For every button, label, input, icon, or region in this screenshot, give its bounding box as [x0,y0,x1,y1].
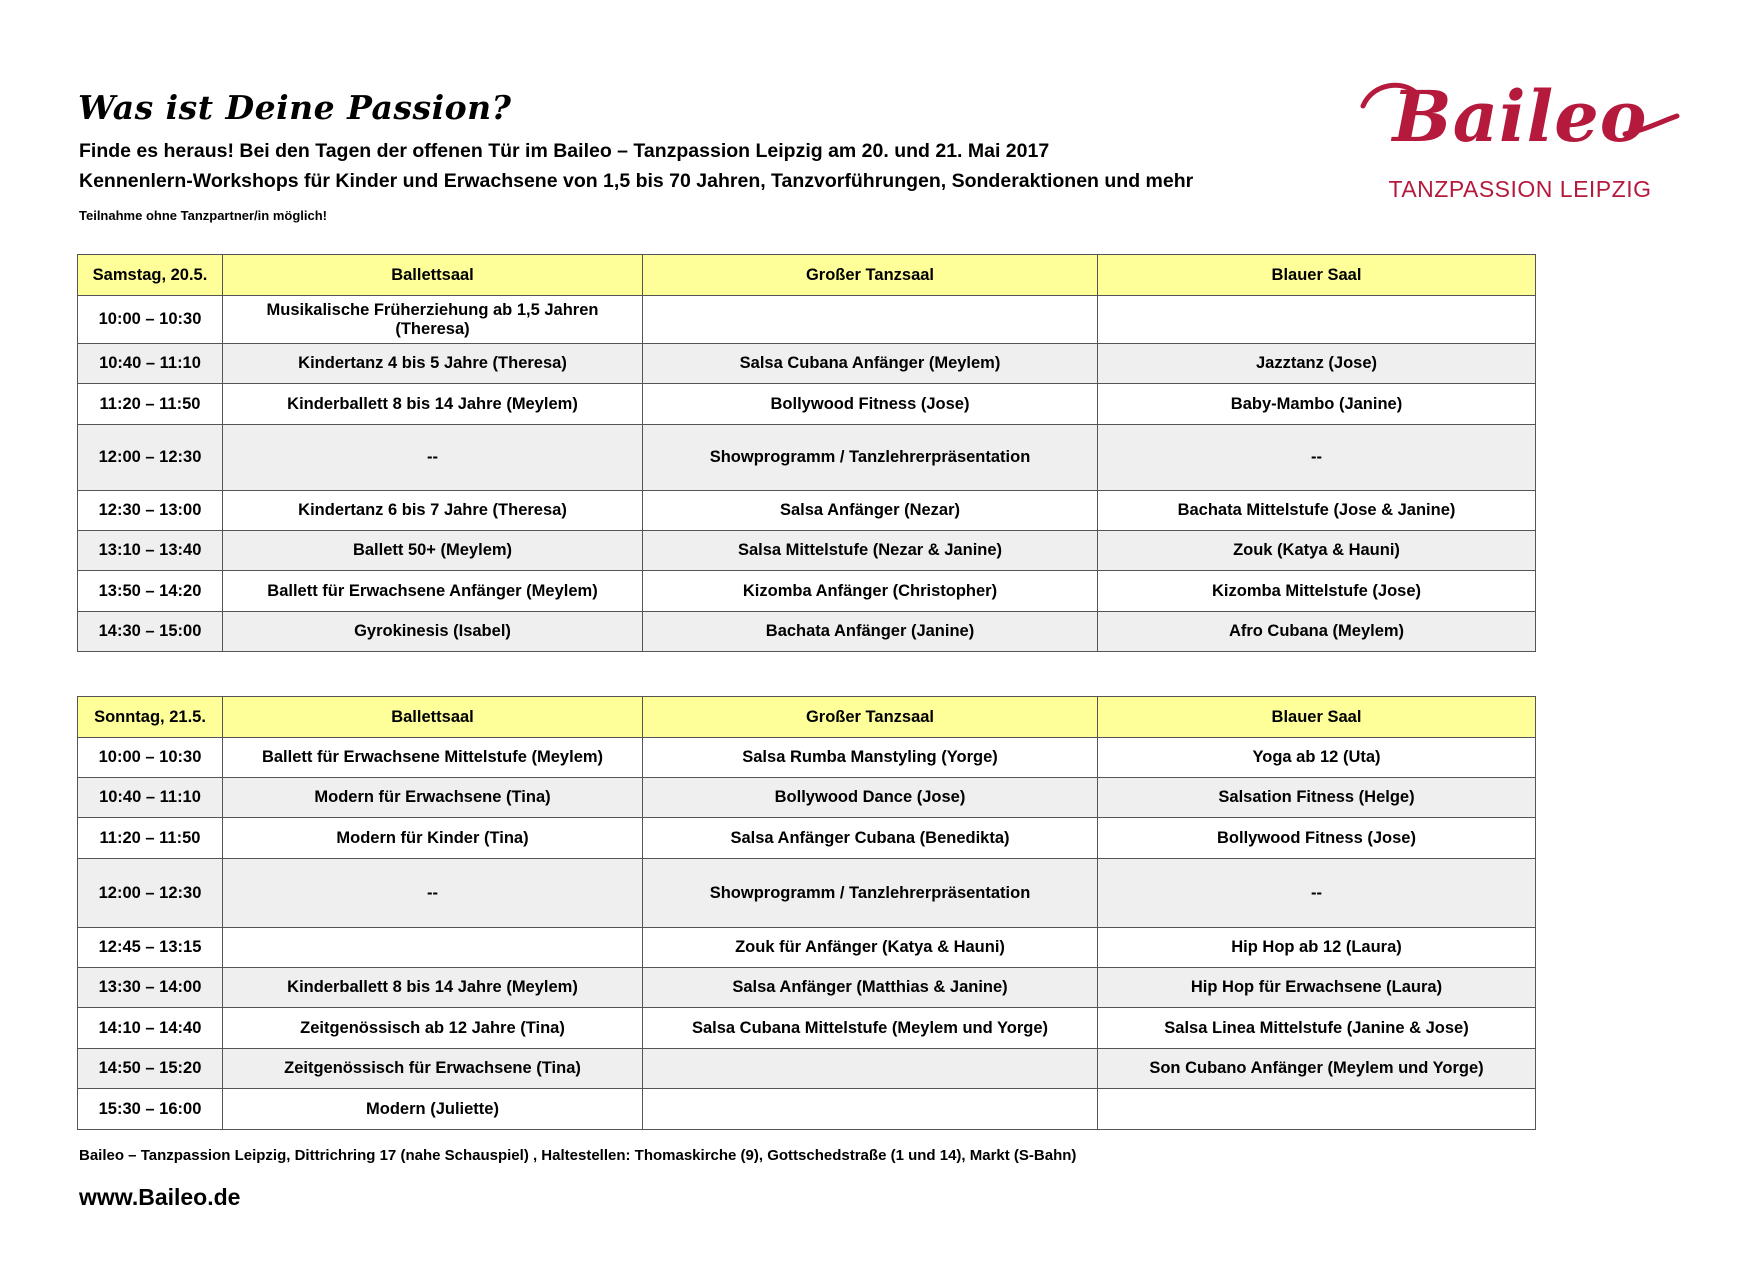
time-slot: 14:30 – 15:00 [78,612,223,652]
course-cell: Bachata Anfänger (Janine) [643,612,1098,652]
course-cell: Salsa Anfänger (Nezar) [643,491,1098,531]
room-header: Blauer Saal [1098,697,1536,738]
course-cell: Kizomba Mittelstufe (Jose) [1098,571,1536,612]
table-row [78,425,1536,491]
page-title: Was ist Deine Passion? [78,88,512,127]
time-slot: 11:20 – 11:50 [78,818,223,859]
table-row [78,612,1536,652]
table-row [78,859,1536,928]
course-cell: Salsa Cubana Anfänger (Meylem) [643,344,1098,384]
table-row [78,344,1536,384]
course-cell: Bollywood Fitness (Jose) [643,384,1098,425]
course-cell: Baby-Mambo (Janine) [1098,384,1536,425]
course-cell: -- [223,425,643,491]
course-cell: Ballett für Erwachsene Mittelstufe (Meylem) [223,738,643,778]
table-row [78,818,1536,859]
table-row [78,384,1536,425]
course-cell: Modern für Erwachsene (Tina) [223,778,643,818]
table-row [78,571,1536,612]
course-cell: Hip Hop ab 12 (Laura) [1098,928,1536,968]
course-cell: -- [1098,859,1536,928]
course-cell: Gyrokinesis (Isabel) [223,612,643,652]
course-cell [1098,1089,1536,1130]
table-header-row [78,255,1536,296]
footer-website: www.Baileo.de [79,1184,241,1210]
room-header: Großer Tanzsaal [643,255,1098,296]
time-slot: 10:00 – 10:30 [78,296,223,344]
course-cell: Zeitgenössisch ab 12 Jahre (Tina) [223,1008,643,1049]
logo-subtitle: TANZPASSION LEIPZIG [1388,176,1652,202]
course-cell: -- [1098,425,1536,491]
logo-wordmark: Baileo [1392,75,1648,158]
footer-address: Baileo – Tanzpassion Leipzig, Dittrichring 17 (nahe Schauspiel) , Haltestellen: Thomaskirche (9), Gottschedstraße (1 und 14), Markt (S-Bahn) [79,1147,1077,1164]
baileo-logo [1355,72,1685,212]
time-slot: 10:40 – 11:10 [78,778,223,818]
time-slot: 13:10 – 13:40 [78,531,223,571]
time-slot: 11:20 – 11:50 [78,384,223,425]
course-cell: Kizomba Anfänger (Christopher) [643,571,1098,612]
course-cell: Modern (Juliette) [223,1089,643,1130]
table-row [78,1049,1536,1089]
course-cell: Hip Hop für Erwachsene (Laura) [1098,968,1536,1008]
course-cell: Jazztanz (Jose) [1098,344,1536,384]
course-cell: Showprogramm / Tanzlehrerpräsentation [643,859,1098,928]
table-row [78,928,1536,968]
course-cell: Musikalische Früherziehung ab 1,5 Jahren (Theresa) [223,296,643,344]
time-slot: 12:30 – 13:00 [78,491,223,531]
course-cell: Zeitgenössisch für Erwachsene (Tina) [223,1049,643,1089]
table-row [78,1008,1536,1049]
course-cell: Ballett für Erwachsene Anfänger (Meylem) [223,571,643,612]
table-row [78,968,1536,1008]
course-cell: Salsa Anfänger Cubana (Benedikta) [643,818,1098,859]
intro-line-workshops: Kennenlern-Workshops für Kinder und Erwachsene von 1,5 bis 70 Jahren, Tanzvorführungen, Sonderaktionen und mehr [79,170,1194,192]
course-cell: Son Cubano Anfänger (Meylem und Yorge) [1098,1049,1536,1089]
time-slot: 10:00 – 10:30 [78,738,223,778]
course-cell [223,928,643,968]
day-label: Sonntag, 21.5. [78,697,223,738]
course-cell: Bollywood Fitness (Jose) [1098,818,1536,859]
course-cell: Afro Cubana (Meylem) [1098,612,1536,652]
course-cell: Kinderballett 8 bis 14 Jahre (Meylem) [223,968,643,1008]
time-slot: 13:50 – 14:20 [78,571,223,612]
table-row [78,1089,1536,1130]
course-cell: Kinderballett 8 bis 14 Jahre (Meylem) [223,384,643,425]
course-cell: Modern für Kinder (Tina) [223,818,643,859]
table-header-row [78,697,1536,738]
time-slot: 12:00 – 12:30 [78,859,223,928]
room-header: Großer Tanzsaal [643,697,1098,738]
schedule-table-saturday [77,254,1536,652]
day-label: Samstag, 20.5. [78,255,223,296]
course-cell: Kindertanz 4 bis 5 Jahre (Theresa) [223,344,643,384]
partner-note: Teilnahme ohne Tanzpartner/in möglich! [79,208,327,223]
course-cell: Bollywood Dance (Jose) [643,778,1098,818]
room-header: Blauer Saal [1098,255,1536,296]
course-cell [643,296,1098,344]
course-cell: Yoga ab 12 (Uta) [1098,738,1536,778]
course-cell: Zouk (Katya & Hauni) [1098,531,1536,571]
course-cell: Salsa Cubana Mittelstufe (Meylem und Yorge) [643,1008,1098,1049]
time-slot: 14:10 – 14:40 [78,1008,223,1049]
course-cell: Ballett 50+ (Meylem) [223,531,643,571]
table-row [78,531,1536,571]
table-row [78,491,1536,531]
room-header: Ballettsaal [223,697,643,738]
course-cell: Showprogramm / Tanzlehrerpräsentation [643,425,1098,491]
table-row [78,778,1536,818]
time-slot: 14:50 – 15:20 [78,1049,223,1089]
schedule-table-sunday [77,696,1536,1130]
course-cell: -- [223,859,643,928]
course-cell: Zouk für Anfänger (Katya & Hauni) [643,928,1098,968]
time-slot: 12:00 – 12:30 [78,425,223,491]
course-cell [643,1089,1098,1130]
intro-line-dates: Finde es heraus! Bei den Tagen der offenen Tür im Baileo – Tanzpassion Leipzig am 20. und 21. Mai 2017 [79,140,1050,162]
time-slot: 15:30 – 16:00 [78,1089,223,1130]
time-slot: 13:30 – 14:00 [78,968,223,1008]
course-cell [1098,296,1536,344]
course-cell: Salsa Linea Mittelstufe (Janine & Jose) [1098,1008,1536,1049]
room-header: Ballettsaal [223,255,643,296]
time-slot: 12:45 – 13:15 [78,928,223,968]
course-cell [643,1049,1098,1089]
course-cell: Bachata Mittelstufe (Jose & Janine) [1098,491,1536,531]
course-cell: Salsa Anfänger (Matthias & Janine) [643,968,1098,1008]
course-cell: Salsa Mittelstufe (Nezar & Janine) [643,531,1098,571]
course-cell: Salsation Fitness (Helge) [1098,778,1536,818]
time-slot: 10:40 – 11:10 [78,344,223,384]
course-cell: Salsa Rumba Manstyling (Yorge) [643,738,1098,778]
course-cell: Kindertanz 6 bis 7 Jahre (Theresa) [223,491,643,531]
table-row [78,296,1536,344]
table-row [78,738,1536,778]
